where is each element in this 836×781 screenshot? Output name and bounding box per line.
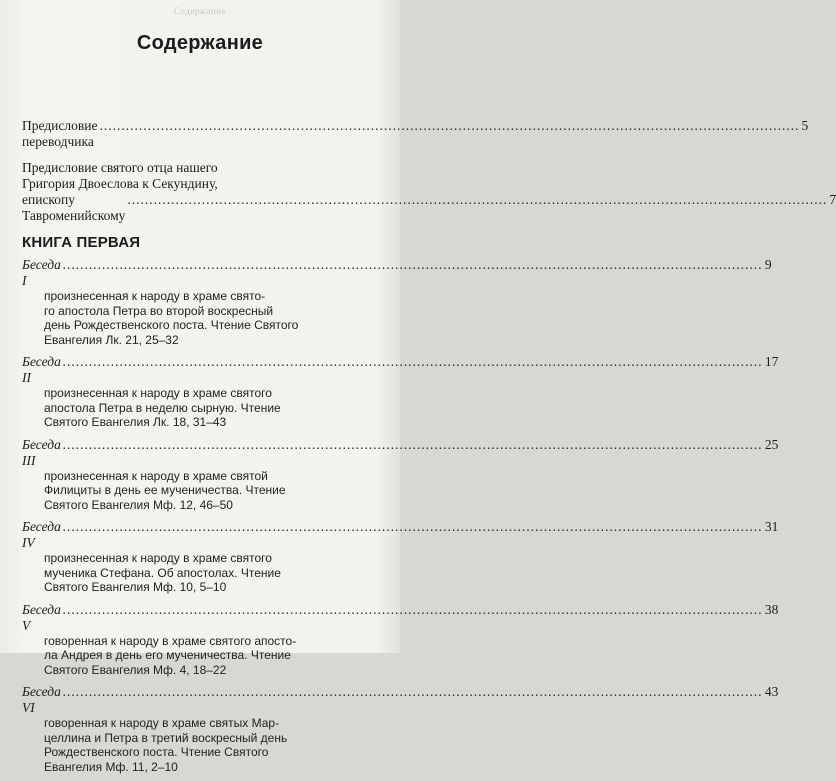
leader-dots [99,118,799,134]
table-of-contents [22,118,836,781]
sermon-description-line: Евангелия Мф. 11, 2–10 [44,759,178,774]
toc-entry-sermon [22,354,779,430]
toc-entry-sermon [22,257,772,347]
sermon-description-line: говоренная к народу в храме святых Мар- [44,716,280,730]
toc-page-number: 25 [764,436,779,452]
sermon-description [22,289,378,347]
sermon-title: Беседа II [22,354,65,385]
sermon-description-line: мученика Стефана. Об апостолах. Чтение [44,565,281,580]
sermon-description-line: Святого Евангелия Мф. 4, 18–22 [44,662,227,677]
toc-text-line: Григория Двоеслова к Секундину, [22,176,218,191]
page-title: Содержание [136,32,264,54]
sermon-description-line: Филициты в день ее мученичества. Чтение [44,483,286,497]
leader-dots [63,519,763,535]
sermon-description [22,716,378,774]
sermon-description-line: произнесенная к народу в храме святого [44,386,272,400]
leader-dots [63,354,763,370]
toc-label: епископу Тавроменийскому [22,192,126,223]
sermon-description-line: целлина и Петра в третий воскресный день [44,730,288,745]
toc-page-number: 9 [764,257,772,272]
leader-dots [127,192,827,208]
sermon-description-line: день Рождественского поста. Чтение Святого [44,318,299,332]
sermon-title: Беседа IV [22,519,65,550]
toc-page-number: 43 [764,684,779,699]
toc-entry-preface [22,118,809,150]
toc-entry-sermon [22,601,779,678]
toc-page-number: 5 [801,118,809,133]
sermon-description-line: произнесенная к народу в храме свято- [44,289,266,303]
sermon-description-line: апостола Петра в неделю сырную. Чтение [44,400,281,415]
toc-line [22,684,779,716]
sermon-description-line: произнесенная к народу в храме святой [44,468,268,483]
running-head: Содержание [173,6,227,16]
leader-dots [63,437,763,453]
leader-dots [63,257,763,273]
sermon-title: Беседа I [22,257,65,288]
toc-page-number: 38 [764,601,779,617]
leader-dots [63,684,763,700]
sermon-description [22,469,378,513]
toc-line [22,519,779,551]
sermon-description-line: говоренная к народу в храме святого апосто- [44,633,297,648]
sermon-description [22,386,378,430]
sermon-description-line: Святого Евангелия Мф. 12, 46–50 [44,497,233,512]
leader-dots [63,602,763,618]
sermon-description-line: Святого Евангелия Мф. 10, 5–10 [44,580,227,594]
toc-line [22,257,772,289]
toc-line [22,601,779,634]
sermon-description-line: ла Андрея в день его мученичества. Чтение [44,648,291,662]
toc-line [22,192,836,224]
toc-entry-sermon [22,519,779,595]
book-heading: КНИГА ПЕРВАЯ [22,234,141,251]
sermon-title: Беседа III [22,436,65,468]
sermon-description-line: го апостола Петра во второй воскресный [44,303,274,318]
sermon-description-line: Евангелия Лк. 21, 25–32 [44,332,179,347]
toc-page-number: 31 [764,519,779,534]
toc-line [22,436,779,469]
toc-line [22,118,809,150]
sermon-description [22,634,378,678]
toc-page-number: 17 [764,354,779,369]
sermon-description-line: Святого Евангелия Лк. 18, 31–43 [44,415,227,429]
toc-entry-preface-gregory [22,160,836,224]
sermon-description-line: Рождественского поста. Чтение Святого [44,745,269,759]
toc-label: Предисловие переводчика [22,118,101,149]
sermon-description [22,551,378,595]
sermon-title: Беседа V [22,601,65,633]
toc-text-line: Предисловие святого отца нашего [22,160,218,175]
sermon-title: Беседа VI [22,684,65,715]
toc-line [22,354,779,386]
sermon-list [22,257,779,774]
toc-entry-sermon [22,684,779,774]
sermon-description-line: произнесенная к народу в храме святого [44,551,272,565]
toc-entry-sermon [22,436,779,513]
toc-page-number: 7 [829,192,836,207]
